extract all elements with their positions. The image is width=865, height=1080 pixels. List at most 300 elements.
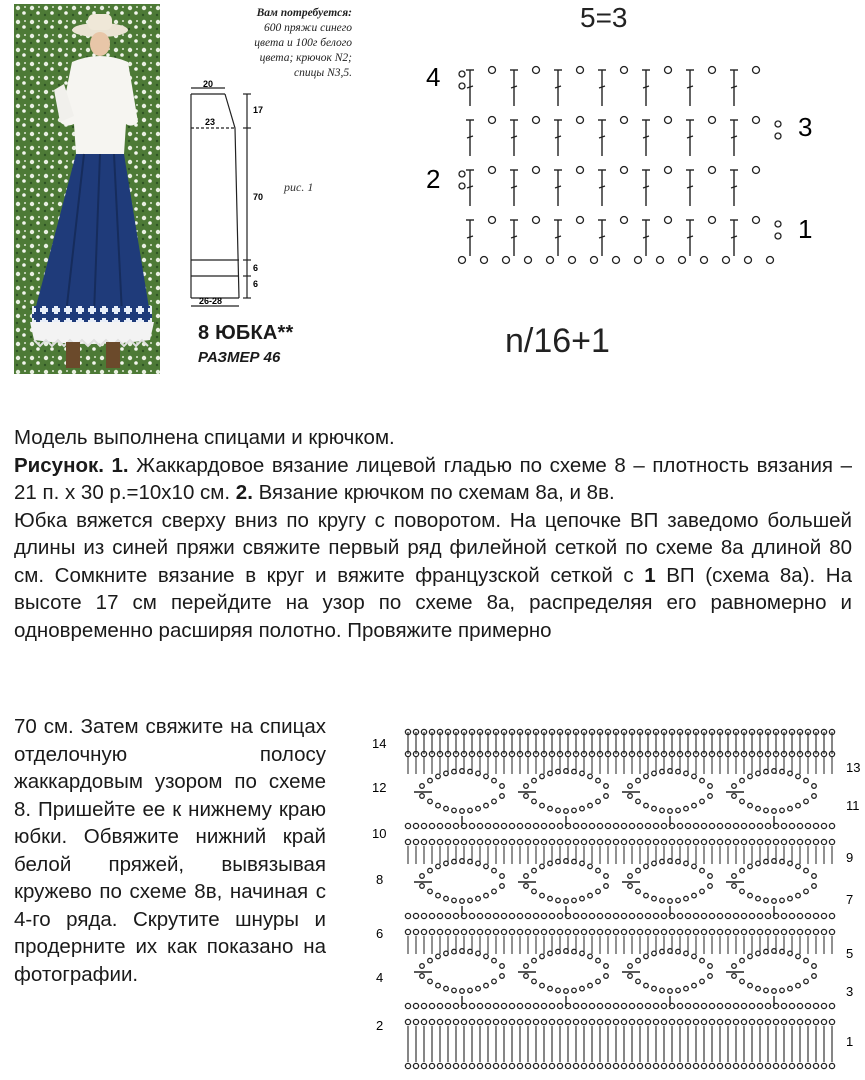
chain-stitch-symbol	[701, 1003, 706, 1008]
chain-stitch-symbol	[533, 1019, 538, 1024]
chain-stitch-symbol	[556, 988, 561, 993]
model-photo	[14, 4, 160, 374]
chain-stitch-symbol	[429, 913, 434, 918]
chain-stitch-symbol	[476, 806, 481, 811]
chain-stitch-symbol	[597, 929, 602, 934]
chain-stitch-symbol	[804, 778, 809, 783]
chain-stitch-symbol	[708, 794, 713, 799]
chain-stitch-symbol	[577, 67, 584, 74]
chain-stitch-symbol	[765, 1063, 770, 1068]
chain-stitch-symbol	[700, 799, 705, 804]
chain-stitch-symbol	[517, 929, 522, 934]
chain-stitch-symbol	[500, 974, 505, 979]
chart-row-label: 5	[846, 946, 854, 961]
chain-stitch-symbol	[753, 217, 760, 224]
chain-stitch-symbol	[485, 1003, 490, 1008]
chain-stitch-symbol	[668, 989, 673, 994]
chain-stitch-symbol	[644, 774, 649, 779]
chain-stitch-symbol	[429, 839, 434, 844]
chain-stitch-symbol	[775, 121, 781, 127]
chain-stitch-symbol	[557, 1003, 562, 1008]
chain-stitch-symbol	[665, 167, 672, 174]
chain-stitch-symbol	[547, 257, 554, 264]
chain-stitch-symbol	[684, 986, 689, 991]
chart-row-label: 14	[372, 736, 387, 751]
chain-stitch-symbol	[692, 774, 697, 779]
chain-stitch-symbol	[635, 257, 642, 264]
chain-stitch-symbol	[821, 1019, 826, 1024]
chain-stitch-symbol	[765, 1019, 770, 1024]
chain-stitch-symbol	[717, 823, 722, 828]
chain-stitch-symbol	[733, 1019, 738, 1024]
chain-stitch-symbol	[549, 1019, 554, 1024]
chain-stitch-symbol	[596, 778, 601, 783]
chain-stitch-symbol	[676, 988, 681, 993]
chain-stitch-symbol	[700, 778, 705, 783]
chain-stitch-symbol	[459, 183, 465, 189]
chain-stitch-symbol	[581, 839, 586, 844]
chain-stitch-symbol	[765, 913, 770, 918]
chain-stitch-symbol	[764, 808, 769, 813]
chain-stitch-symbol	[772, 809, 777, 814]
chain-stitch-symbol	[748, 954, 753, 959]
chain-stitch-symbol	[485, 839, 490, 844]
dim-height-1: 17	[253, 105, 264, 115]
chain-stitch-symbol	[757, 913, 762, 918]
chain-stitch-symbol	[484, 864, 489, 869]
chain-stitch-symbol	[821, 913, 826, 918]
chain-stitch-symbol	[653, 1003, 658, 1008]
chain-stitch-symbol	[669, 839, 674, 844]
chain-stitch-symbol	[740, 778, 745, 783]
chain-stitch-symbol	[693, 823, 698, 828]
chart-row-label: 13	[846, 760, 861, 775]
chain-stitch-symbol	[780, 988, 785, 993]
chain-stitch-symbol	[549, 1003, 554, 1008]
chain-stitch-symbol	[421, 913, 426, 918]
chain-stitch-symbol	[413, 1003, 418, 1008]
chart-row-label: 2	[376, 1018, 384, 1033]
chain-stitch-symbol	[501, 1003, 506, 1008]
chain-stitch-symbol	[765, 823, 770, 828]
chain-stitch-symbol	[692, 803, 697, 808]
chain-stitch-symbol	[797, 913, 802, 918]
chain-stitch-symbol	[420, 874, 425, 879]
chain-stitch-symbol	[693, 839, 698, 844]
chain-stitch-symbol	[492, 799, 497, 804]
chain-stitch-symbol	[677, 1019, 682, 1024]
chain-stitch-symbol	[708, 784, 713, 789]
chain-stitch-symbol	[740, 958, 745, 963]
chain-stitch-symbol	[524, 784, 529, 789]
chain-stitch-symbol	[597, 823, 602, 828]
chain-stitch-symbol	[613, 1019, 618, 1024]
chain-stitch-symbol	[804, 958, 809, 963]
chain-stitch-symbol	[749, 913, 754, 918]
chain-stitch-symbol	[621, 1063, 626, 1068]
chain-stitch-symbol	[469, 1019, 474, 1024]
chain-stitch-symbol	[532, 868, 537, 873]
chain-stitch-symbol	[500, 874, 505, 879]
chain-stitch-symbol	[540, 803, 545, 808]
chain-stitch-symbol	[765, 1003, 770, 1008]
chain-stitch-symbol	[517, 823, 522, 828]
chain-stitch-symbol	[805, 929, 810, 934]
chain-stitch-symbol	[453, 839, 458, 844]
chain-stitch-symbol	[677, 1003, 682, 1008]
chain-stitch-symbol	[732, 884, 737, 889]
materials-line: спицы N3,5.	[294, 67, 352, 79]
chain-stitch-symbol	[797, 839, 802, 844]
chain-stitch-symbol	[524, 884, 529, 889]
chain-stitch-symbol	[489, 117, 496, 124]
chain-stitch-symbol	[637, 1063, 642, 1068]
chain-stitch-symbol	[477, 839, 482, 844]
chain-stitch-symbol	[533, 1063, 538, 1068]
chain-stitch-symbol	[524, 964, 529, 969]
chain-stitch-symbol	[805, 913, 810, 918]
chain-stitch-symbol	[548, 806, 553, 811]
chain-stitch-symbol	[679, 257, 686, 264]
chain-stitch-symbol	[525, 1003, 530, 1008]
chain-stitch-symbol	[725, 929, 730, 934]
chain-stitch-symbol	[753, 117, 760, 124]
chain-stitch-symbol	[700, 958, 705, 963]
chain-stitch-symbol	[636, 778, 641, 783]
chain-stitch-symbol	[636, 979, 641, 984]
chain-stitch-symbol	[797, 1063, 802, 1068]
chain-stitch-symbol	[717, 929, 722, 934]
chain-stitch-symbol	[709, 1063, 714, 1068]
chain-stitch-symbol	[459, 83, 465, 89]
chain-stitch-symbol	[829, 1063, 834, 1068]
chain-stitch-symbol	[548, 896, 553, 901]
chain-stitch-symbol	[733, 929, 738, 934]
intro-line: Модель выполнена спицами и крючком.	[14, 426, 395, 449]
chain-stitch-symbol	[805, 839, 810, 844]
chain-stitch-symbol	[813, 1003, 818, 1008]
chain-stitch-symbol	[557, 823, 562, 828]
chain-stitch-symbol	[789, 929, 794, 934]
chain-stitch-symbol	[549, 823, 554, 828]
dim-mid-width: 23	[205, 117, 216, 127]
chain-stitch-symbol	[636, 889, 641, 894]
chain-stitch-symbol	[509, 929, 514, 934]
chain-stitch-symbol	[813, 839, 818, 844]
chain-stitch-symbol	[733, 913, 738, 918]
chain-stitch-symbol	[732, 974, 737, 979]
chain-stitch-symbol	[708, 974, 713, 979]
crochet-chart-8b	[372, 726, 861, 1074]
chain-stitch-symbol	[645, 823, 650, 828]
materials-line: 600 пряжи синего	[263, 22, 352, 34]
chain-stitch-symbol	[605, 839, 610, 844]
chain-stitch-symbol	[645, 929, 650, 934]
chain-stitch-symbol	[692, 893, 697, 898]
chain-stitch-symbol	[621, 913, 626, 918]
chain-stitch-symbol	[804, 799, 809, 804]
chain-stitch-symbol	[821, 839, 826, 844]
chain-stitch-symbol	[445, 1003, 450, 1008]
chain-stitch-symbol	[709, 217, 716, 224]
figure-label: Рисунок. 1.	[14, 453, 129, 477]
chain-stitch-symbol	[489, 217, 496, 224]
chain-stitch-symbol	[469, 839, 474, 844]
chain-stitch-symbol	[509, 1019, 514, 1024]
chain-stitch-symbol	[661, 823, 666, 828]
chain-stitch-symbol	[757, 823, 762, 828]
chain-stitch-symbol	[645, 1063, 650, 1068]
chain-stitch-symbol	[628, 884, 633, 889]
skirt-pattern-figure	[183, 80, 273, 310]
chart-row-label: 1	[846, 1034, 854, 1049]
figure-text: Жаккардовое вязание лицевой гладью по схеме 8 – плотность вязания – 21 п. х 30 р.=10х10 см.	[14, 453, 852, 504]
chain-stitch-symbol	[492, 868, 497, 873]
chain-stitch-symbol	[588, 893, 593, 898]
chain-stitch-symbol	[788, 806, 793, 811]
chain-stitch-symbol	[468, 988, 473, 993]
chain-stitch-symbol	[501, 1019, 506, 1024]
chain-stitch-symbol	[453, 929, 458, 934]
chain-stitch-symbol	[533, 117, 540, 124]
chain-stitch-symbol	[709, 823, 714, 828]
chain-stitch-symbol	[765, 839, 770, 844]
chain-stitch-symbol	[748, 864, 753, 869]
figure-text-2: Вязание крючком по схемам 8а, и 8в.	[252, 481, 615, 504]
chain-stitch-symbol	[469, 1063, 474, 1068]
chain-stitch-symbol	[796, 803, 801, 808]
chain-stitch-symbol	[684, 896, 689, 901]
chain-stitch-symbol	[621, 1019, 626, 1024]
chain-stitch-symbol	[764, 988, 769, 993]
chain-stitch-symbol	[596, 889, 601, 894]
chain-stitch-symbol	[492, 778, 497, 783]
chain-stitch-symbol	[796, 893, 801, 898]
chain-stitch-symbol	[605, 823, 610, 828]
instructions-text	[14, 424, 852, 644]
chain-stitch-symbol	[605, 1063, 610, 1068]
chain-stitch-symbol	[749, 1019, 754, 1024]
chain-stitch-symbol	[797, 1003, 802, 1008]
chart-row-label: 11	[846, 798, 860, 813]
chain-stitch-symbol	[501, 839, 506, 844]
chain-stitch-symbol	[469, 913, 474, 918]
chain-stitch-symbol	[564, 899, 569, 904]
chain-stitch-symbol	[685, 823, 690, 828]
chain-stitch-symbol	[477, 929, 482, 934]
chain-stitch-symbol	[429, 929, 434, 934]
chain-stitch-symbol	[524, 974, 529, 979]
chain-stitch-symbol	[453, 913, 458, 918]
chain-stitch-symbol	[460, 899, 465, 904]
chain-stitch-symbol	[661, 929, 666, 934]
chart-row-label: 7	[846, 892, 854, 907]
chain-stitch-symbol	[581, 913, 586, 918]
dim-top-width: 20	[203, 79, 214, 89]
chain-stitch-symbol	[665, 217, 672, 224]
chain-stitch-symbol	[621, 839, 626, 844]
chain-stitch-symbol	[577, 117, 584, 124]
chain-stitch-symbol	[459, 171, 465, 177]
chain-stitch-symbol	[741, 929, 746, 934]
chain-stitch-symbol	[789, 839, 794, 844]
chart-row-label: 1	[798, 214, 813, 244]
chain-stitch-symbol	[589, 839, 594, 844]
chain-stitch-symbol	[549, 929, 554, 934]
chain-stitch-symbol	[733, 823, 738, 828]
chain-stitch-symbol	[701, 839, 706, 844]
chart-row-label: 8	[376, 872, 384, 887]
chain-stitch-symbol	[741, 913, 746, 918]
chain-stitch-symbol	[693, 1003, 698, 1008]
chain-stitch-symbol	[557, 929, 562, 934]
chain-stitch-symbol	[484, 893, 489, 898]
figure-description	[14, 452, 852, 507]
chain-stitch-symbol	[677, 913, 682, 918]
chain-stitch-symbol	[685, 913, 690, 918]
chart-row-label: 4	[376, 970, 384, 985]
materials-heading: Вам потребуется:	[256, 7, 352, 19]
chain-stitch-symbol	[453, 823, 458, 828]
chain-stitch-symbol	[652, 986, 657, 991]
chain-stitch-symbol	[437, 823, 442, 828]
chain-stitch-symbol	[604, 794, 609, 799]
chain-stitch-symbol	[613, 913, 618, 918]
chain-stitch-symbol	[444, 806, 449, 811]
chain-stitch-symbol	[708, 874, 713, 879]
chain-stitch-symbol	[677, 929, 682, 934]
chain-stitch-symbol	[564, 989, 569, 994]
chain-stitch-symbol	[765, 929, 770, 934]
chain-stitch-symbol	[660, 988, 665, 993]
chain-stitch-symbol	[661, 1003, 666, 1008]
chain-stitch-symbol	[525, 839, 530, 844]
chain-stitch-symbol	[636, 958, 641, 963]
chain-stitch-symbol	[413, 1019, 418, 1024]
chain-stitch-symbol	[604, 784, 609, 789]
chain-stitch-symbol	[461, 1019, 466, 1024]
chain-stitch-symbol	[405, 1019, 410, 1024]
chain-stitch-symbol	[541, 913, 546, 918]
chain-stitch-symbol	[605, 913, 610, 918]
chain-stitch-symbol	[573, 929, 578, 934]
chain-stitch-symbol	[565, 929, 570, 934]
chain-stitch-symbol	[572, 808, 577, 813]
chain-stitch-symbol	[429, 1003, 434, 1008]
chain-stitch-symbol	[509, 823, 514, 828]
chain-stitch-symbol	[629, 823, 634, 828]
chain-stitch-symbol	[420, 794, 425, 799]
chain-stitch-symbol	[453, 1003, 458, 1008]
chain-stitch-symbol	[509, 839, 514, 844]
chain-stitch-symbol	[540, 774, 545, 779]
chain-stitch-symbol	[588, 774, 593, 779]
chain-stitch-symbol	[644, 954, 649, 959]
chain-stitch-symbol	[533, 217, 540, 224]
chain-stitch-symbol	[621, 167, 628, 174]
chain-stitch-symbol	[493, 1019, 498, 1024]
chain-stitch-symbol	[645, 913, 650, 918]
chain-stitch-symbol	[652, 896, 657, 901]
chain-stitch-symbol	[740, 799, 745, 804]
chart-row-label: 9	[846, 850, 854, 865]
chain-stitch-symbol	[813, 913, 818, 918]
chain-stitch-symbol	[421, 1003, 426, 1008]
chain-stitch-symbol	[685, 839, 690, 844]
chain-stitch-symbol	[589, 1063, 594, 1068]
chain-stitch-symbol	[572, 988, 577, 993]
chain-stitch-symbol	[493, 1063, 498, 1068]
pattern-side-line	[225, 94, 239, 298]
chain-stitch-symbol	[484, 983, 489, 988]
chain-stitch-symbol	[741, 823, 746, 828]
chain-stitch-symbol	[732, 874, 737, 879]
chain-stitch-symbol	[461, 929, 466, 934]
chain-stitch-symbol	[565, 1063, 570, 1068]
chain-stitch-symbol	[533, 929, 538, 934]
chain-stitch-symbol	[749, 1063, 754, 1068]
chain-stitch-symbol	[636, 799, 641, 804]
chain-stitch-symbol	[676, 898, 681, 903]
chain-stitch-symbol	[501, 929, 506, 934]
chain-stitch-symbol	[581, 1063, 586, 1068]
chain-stitch-symbol	[788, 986, 793, 991]
dim-height-2: 70	[253, 192, 264, 202]
chain-stitch-symbol	[733, 1063, 738, 1068]
chain-stitch-symbol	[421, 823, 426, 828]
chain-stitch-symbol	[812, 794, 817, 799]
chain-stitch-symbol	[437, 1019, 442, 1024]
chain-stitch-symbol	[653, 823, 658, 828]
chain-stitch-symbol	[757, 929, 762, 934]
chain-stitch-symbol	[565, 839, 570, 844]
figure-number: 2.	[235, 481, 253, 504]
chain-stitch-symbol	[637, 1019, 642, 1024]
chain-stitch-symbol	[613, 823, 618, 828]
chain-stitch-symbol	[459, 257, 466, 264]
chain-stitch-symbol	[484, 803, 489, 808]
chain-stitch-symbol	[481, 257, 488, 264]
chain-stitch-symbol	[605, 1003, 610, 1008]
chain-stitch-symbol	[525, 1063, 530, 1068]
chain-stitch-symbol	[741, 839, 746, 844]
chain-stitch-symbol	[701, 823, 706, 828]
chain-stitch-symbol	[589, 929, 594, 934]
chain-stitch-symbol	[812, 974, 817, 979]
chain-stitch-symbol	[644, 803, 649, 808]
chain-stitch-symbol	[636, 868, 641, 873]
chain-stitch-symbol	[541, 1019, 546, 1024]
chain-stitch-symbol	[805, 1063, 810, 1068]
chain-stitch-symbol	[484, 774, 489, 779]
chain-stitch-symbol	[804, 889, 809, 894]
chain-stitch-symbol	[613, 257, 620, 264]
chain-stitch-symbol	[525, 929, 530, 934]
chain-stitch-symbol	[685, 929, 690, 934]
chain-stitch-symbol	[557, 913, 562, 918]
chain-stitch-symbol	[437, 1003, 442, 1008]
chain-stitch-symbol	[829, 1019, 834, 1024]
chain-stitch-symbol	[701, 913, 706, 918]
chain-stitch-symbol	[477, 823, 482, 828]
chain-stitch-symbol	[781, 839, 786, 844]
chain-stitch-symbol	[709, 67, 716, 74]
chain-stitch-symbol	[796, 864, 801, 869]
chain-stitch-symbol	[493, 929, 498, 934]
chain-stitch-symbol	[669, 1019, 674, 1024]
chain-stitch-symbol	[517, 839, 522, 844]
chain-stitch-symbol	[565, 1019, 570, 1024]
